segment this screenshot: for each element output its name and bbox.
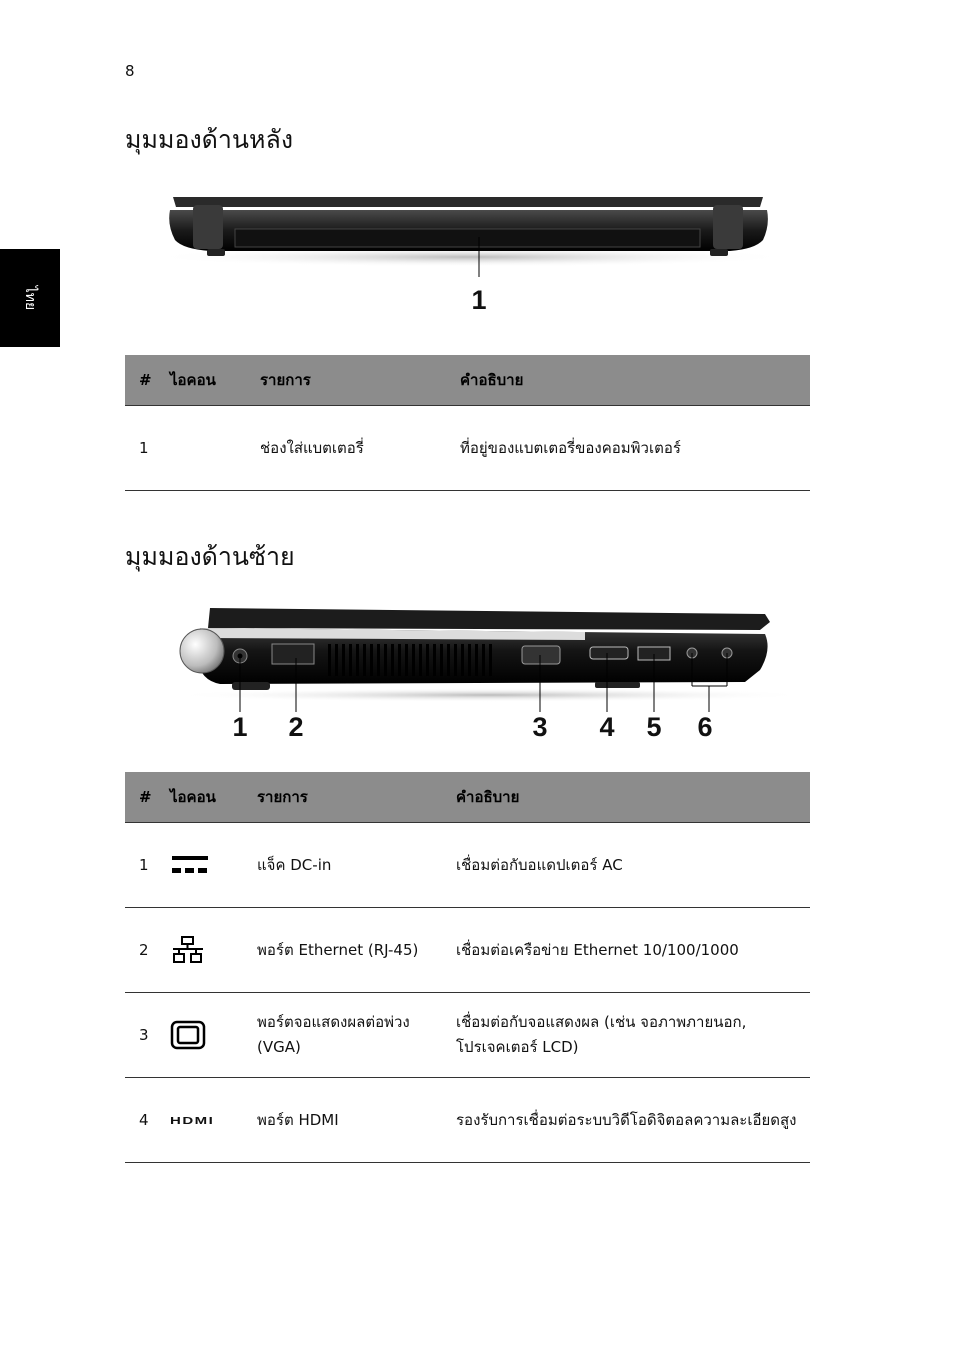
row-number: 2 <box>125 908 170 993</box>
left-ports-table <box>125 772 810 1163</box>
row-description: รองรับการเชื่อมต่อระบบวิดีโอดิจิตอลความละเอียดสูง <box>456 1078 810 1163</box>
row-description-line: เชื่อมต่อกับจอแสดงผล (เช่น จอภาพภายนอก, <box>456 1013 747 1031</box>
table-row <box>125 993 810 1078</box>
row-description: ที่อยู่ของแบตเตอรี่ของคอมพิวเตอร์ <box>460 406 810 491</box>
row-number: 3 <box>125 993 170 1078</box>
row-item-line: พอร์ตจอแสดงผลต่อพ่วง <box>257 1013 410 1031</box>
laptop-rear-image <box>145 185 795 280</box>
row-number: 1 <box>125 823 170 908</box>
hdmi-icon: HDMI <box>170 1115 215 1127</box>
table-row <box>125 1078 810 1163</box>
row-icon <box>170 406 260 491</box>
ethernet-icon <box>170 935 206 965</box>
rear-callout-1: 1 <box>471 285 487 315</box>
table-header-row <box>125 772 810 823</box>
row-item: พอร์ต HDMI <box>257 1078 456 1163</box>
laptop-left-side-image <box>160 600 800 712</box>
row-item: ช่องใส่แบตเตอรี่ <box>260 406 460 491</box>
header-item: รายการ <box>260 355 460 406</box>
rear-view-title: มุมมองด้านหลัง <box>125 125 294 154</box>
table-row <box>125 908 810 993</box>
header-description: คำอธิบาย <box>460 355 810 406</box>
vga-icon <box>170 1020 206 1050</box>
row-description: เชื่อมต่อเครือข่าย Ethernet 10/100/1000 <box>456 908 810 993</box>
header-icon: ไอคอน <box>170 355 260 406</box>
row-item-line: (VGA) <box>257 1038 301 1056</box>
table-row <box>125 406 810 491</box>
dc-in-icon <box>170 853 210 877</box>
left-callout-4: 4 <box>599 712 615 742</box>
left-view-title: มุมมองด้านซ้าย <box>125 542 295 571</box>
header-description: คำอธิบาย <box>456 772 810 823</box>
language-tab <box>0 249 60 347</box>
left-callout-2: 2 <box>288 712 304 742</box>
row-description-line: โปรเจคเตอร์ LCD) <box>456 1038 579 1056</box>
language-tab-label: ไทย <box>22 285 38 311</box>
header-item: รายการ <box>257 772 456 823</box>
row-description: เชื่อมต่อกับอแดปเตอร์ AC <box>456 823 810 908</box>
header-number: # <box>125 772 170 823</box>
left-callout-1: 1 <box>232 712 248 742</box>
left-callout-3: 3 <box>532 712 548 742</box>
header-number: # <box>125 355 170 406</box>
header-icon: ไอคอน <box>170 772 257 823</box>
table-row <box>125 823 810 908</box>
row-item: แจ็ค DC-in <box>257 823 456 908</box>
left-callout-6: 6 <box>697 712 713 742</box>
left-callout-5: 5 <box>646 712 662 742</box>
page-number: 8 <box>125 62 135 80</box>
row-number: 1 <box>125 406 170 491</box>
row-number: 4 <box>125 1078 170 1163</box>
rear-ports-table <box>125 355 810 491</box>
table-header-row <box>125 355 810 406</box>
row-item: พอร์ต Ethernet (RJ-45) <box>257 908 456 993</box>
